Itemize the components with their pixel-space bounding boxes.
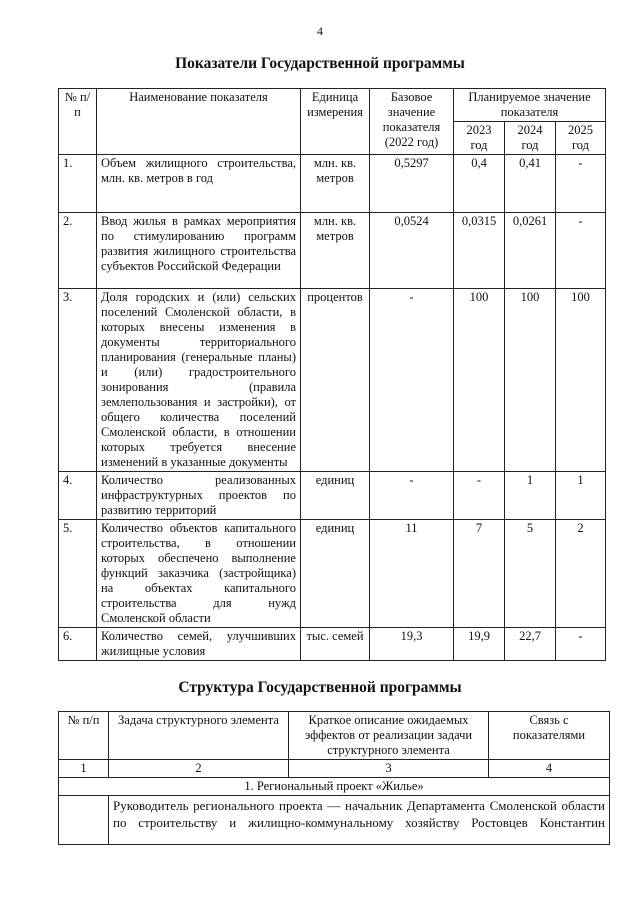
row-name: Доля городских и (или) сельских поселений Смоленской области, в которых внесены изменения в документы территориального планирования (генеральные планы) и (или) градостроительного зонирования (правила землепользования и застройки), от общего количества поселений Смоленской области, в отношении которых требуется внесение изменений в указанные документы	[97, 289, 301, 472]
row-unit: млн. кв. метров	[301, 155, 370, 213]
row-2024: 5	[505, 520, 556, 628]
structure-table	[58, 711, 610, 845]
leader-num-cell	[59, 796, 109, 845]
row-2023: 100	[454, 289, 505, 472]
row-2023: 7	[454, 520, 505, 628]
row-2023: -	[454, 472, 505, 520]
table-row	[59, 155, 606, 213]
header-planned: Планируемое значение показателя	[454, 89, 606, 122]
table-row	[59, 213, 606, 289]
row-2024: 0,0261	[505, 213, 556, 289]
indicators-title: Показатели Государственной программы	[175, 55, 465, 72]
header-effects: Краткое описание ожидаемых эффектов от реализации задачи структурного элемента	[289, 712, 489, 760]
table-row	[59, 520, 606, 628]
row-base: 19,3	[370, 628, 454, 661]
row-name: Ввод жилья в рамках мероприятия по стимулированию программ развития жилищного строительства субъектов Российской Федерации	[97, 213, 301, 289]
header-2024: 2024 год	[505, 122, 556, 155]
col-number-4: 4	[489, 760, 610, 778]
row-unit: процентов	[301, 289, 370, 472]
row-base: 0,0524	[370, 213, 454, 289]
row-2024: 22,7	[505, 628, 556, 661]
row-2025: -	[556, 628, 606, 661]
row-2024: 100	[505, 289, 556, 472]
row-2025: -	[556, 155, 606, 213]
header-2025: 2025 год	[556, 122, 606, 155]
leader-text: Руководитель регионального проекта — начальник Департамента Смоленской области по строительству и жилищно-коммунальному хозяйству Ростовцев Константин	[109, 796, 610, 845]
row-name: Количество реализованных инфраструктурных проектов по развитию территорий	[97, 472, 301, 520]
row-2023: 0,4	[454, 155, 505, 213]
leader-row	[59, 796, 610, 845]
row-2023: 19,9	[454, 628, 505, 661]
row-2024: 0,41	[505, 155, 556, 213]
header-unit: Единица измерения	[301, 89, 370, 155]
row-num: 1.	[59, 155, 97, 213]
row-name: Количество семей, улучшивших жилищные условия	[97, 628, 301, 661]
header-name: Наименование показателя	[97, 89, 301, 155]
indicators-header-row	[59, 89, 606, 122]
table-row	[59, 289, 606, 472]
row-num: 6.	[59, 628, 97, 661]
section-row	[59, 778, 610, 796]
row-base: -	[370, 289, 454, 472]
row-2024: 1	[505, 472, 556, 520]
header-2023: 2023 год	[454, 122, 505, 155]
col-number-3: 3	[289, 760, 489, 778]
page-number: 4	[317, 24, 323, 38]
structure-header-row	[59, 712, 610, 760]
row-num: 3.	[59, 289, 97, 472]
row-unit: единиц	[301, 472, 370, 520]
col-number-1: 1	[59, 760, 109, 778]
row-num: 5.	[59, 520, 97, 628]
row-unit: тыс. семей	[301, 628, 370, 661]
header-num: № п/п	[59, 89, 97, 155]
row-base: 11	[370, 520, 454, 628]
row-unit: млн. кв. метров	[301, 213, 370, 289]
row-2023: 0,0315	[454, 213, 505, 289]
indicators-table	[58, 88, 606, 661]
row-name: Объем жилищного строительства, млн. кв. метров в год	[97, 155, 301, 213]
row-unit: единиц	[301, 520, 370, 628]
row-name: Количество объектов капитального строительства, в отношении которых обеспечено выполнение функций заказчика (застройщика) на объектах капитального строительства для нужд Смоленской области	[97, 520, 301, 628]
row-base: 0,5297	[370, 155, 454, 213]
table-row	[59, 472, 606, 520]
row-2025: 1	[556, 472, 606, 520]
row-num: 2.	[59, 213, 97, 289]
row-2025: -	[556, 213, 606, 289]
table-row	[59, 628, 606, 661]
col-number-2: 2	[109, 760, 289, 778]
structure-title: Структура Государственной программы	[178, 679, 462, 696]
row-base: -	[370, 472, 454, 520]
header-task: Задача структурного элемента	[109, 712, 289, 760]
row-2025: 100	[556, 289, 606, 472]
header-link: Связь с показателями	[489, 712, 610, 760]
header-num: № п/п	[59, 712, 109, 760]
column-numbers-row	[59, 760, 610, 778]
row-num: 4.	[59, 472, 97, 520]
header-base: Базовое значение показателя (2022 год)	[370, 89, 454, 155]
row-2025: 2	[556, 520, 606, 628]
section-title: 1. Региональный проект «Жилье»	[59, 778, 610, 796]
